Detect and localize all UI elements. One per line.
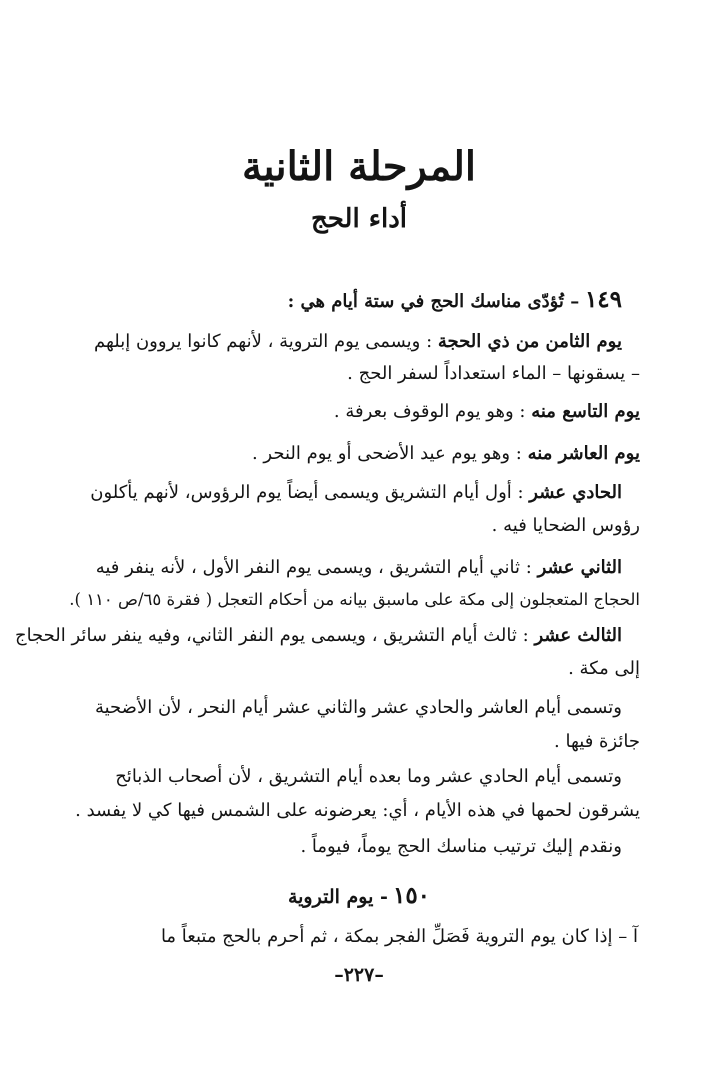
- day-tenth-line: [252, 443, 640, 465]
- day-thirteenth-continuation: إلى مكة .: [568, 658, 640, 679]
- day-ninth-term: يوم التاسع منه: [531, 401, 640, 422]
- chapter-title: المرحلة الثانية: [241, 143, 477, 190]
- nahr-paragraph-line1: وتسمى أيام العاشر والحادي عشر والثاني عشر أيام النحر ، لأن الأضحية: [94, 697, 622, 718]
- tashreeq-paragraph-line2: يشرقون لحمها في هذه الأيام ، أي: يعرضونه على الشمس فيها كي لا يفسد .: [75, 800, 640, 821]
- nahr-paragraph-line2: جائزة فيها .: [554, 731, 640, 752]
- day-twelfth-line: [96, 557, 622, 579]
- chapter-subtitle: أداء الحج: [310, 204, 407, 234]
- intro-paragraph: ونقدم إليك ترتيب مناسك الحج يوماً، فيوماً .: [300, 836, 622, 857]
- day-tenth-term: يوم العاشر منه: [527, 443, 640, 464]
- section-150-title: - يوم التروية: [287, 886, 388, 908]
- day-thirteenth-term: الثالث عشر: [534, 625, 622, 646]
- day-eighth-line: [94, 331, 622, 353]
- page-number: –٢٢٧–: [334, 964, 384, 986]
- day-ninth-line: [334, 401, 640, 423]
- day-tenth-text: : وهو يوم عيد الأضحى أو يوم النحر .: [251, 443, 522, 464]
- day-eleventh-line: [90, 482, 622, 504]
- section-150-heading: [0, 882, 718, 910]
- day-thirteenth-text: : ثالث أيام التشريق ، ويسمى يوم النفر الثاني، وفيه ينفر سائر الحجاج: [14, 625, 529, 646]
- day-eleventh-term: الحادي عشر: [529, 482, 622, 503]
- day-ninth-text: : وهو يوم الوقوف بعرفة .: [333, 401, 526, 422]
- day-eleventh-continuation: رؤوس الضحايا فيه .: [491, 515, 640, 536]
- section-150-number: ١٥٠: [392, 882, 431, 909]
- day-twelfth-term: الثاني عشر: [537, 557, 622, 578]
- day-twelfth-continuation: الحجاج المتعجلون إلى مكة على ماسبق بيانه من أحكام التعجل ( فقرة ٦٥/ص ١١٠ ).: [69, 590, 640, 609]
- day-twelfth-text: : ثاني أيام التشريق ، ويسمى يوم النفر الأول ، لأنه ينفر فيه: [95, 557, 532, 578]
- item-a-line: آ – إذا كان يوم التروية فَصَلِّ الفجر بمكة ، ثم أحرم بالحج متبعاً ما: [160, 926, 638, 947]
- section-heading-text: – تُؤدّى مناسك الحج في ستة أيام هي :: [287, 291, 580, 312]
- day-eighth-term: يوم الثامن من ذي الحجة: [437, 331, 622, 352]
- day-eighth-continuation: – يسقونها – الماء استعداداً لسفر الحج .: [347, 363, 640, 384]
- day-eighth-text: : ويسمى يوم التروية ، لأنهم كانوا يروون إبلهم: [93, 331, 433, 352]
- day-thirteenth-line: [15, 625, 622, 647]
- section-149-heading: [288, 286, 622, 314]
- section-number: ١٤٩: [584, 286, 622, 313]
- day-eleventh-text: : أول أيام التشريق ويسمى أيضاً يوم الرؤوس، لأنهم يأكلون: [90, 482, 524, 503]
- tashreeq-paragraph-line1: وتسمى أيام الحادي عشر وما بعده أيام التشريق ، لأن أصحاب الذبائح: [115, 766, 622, 787]
